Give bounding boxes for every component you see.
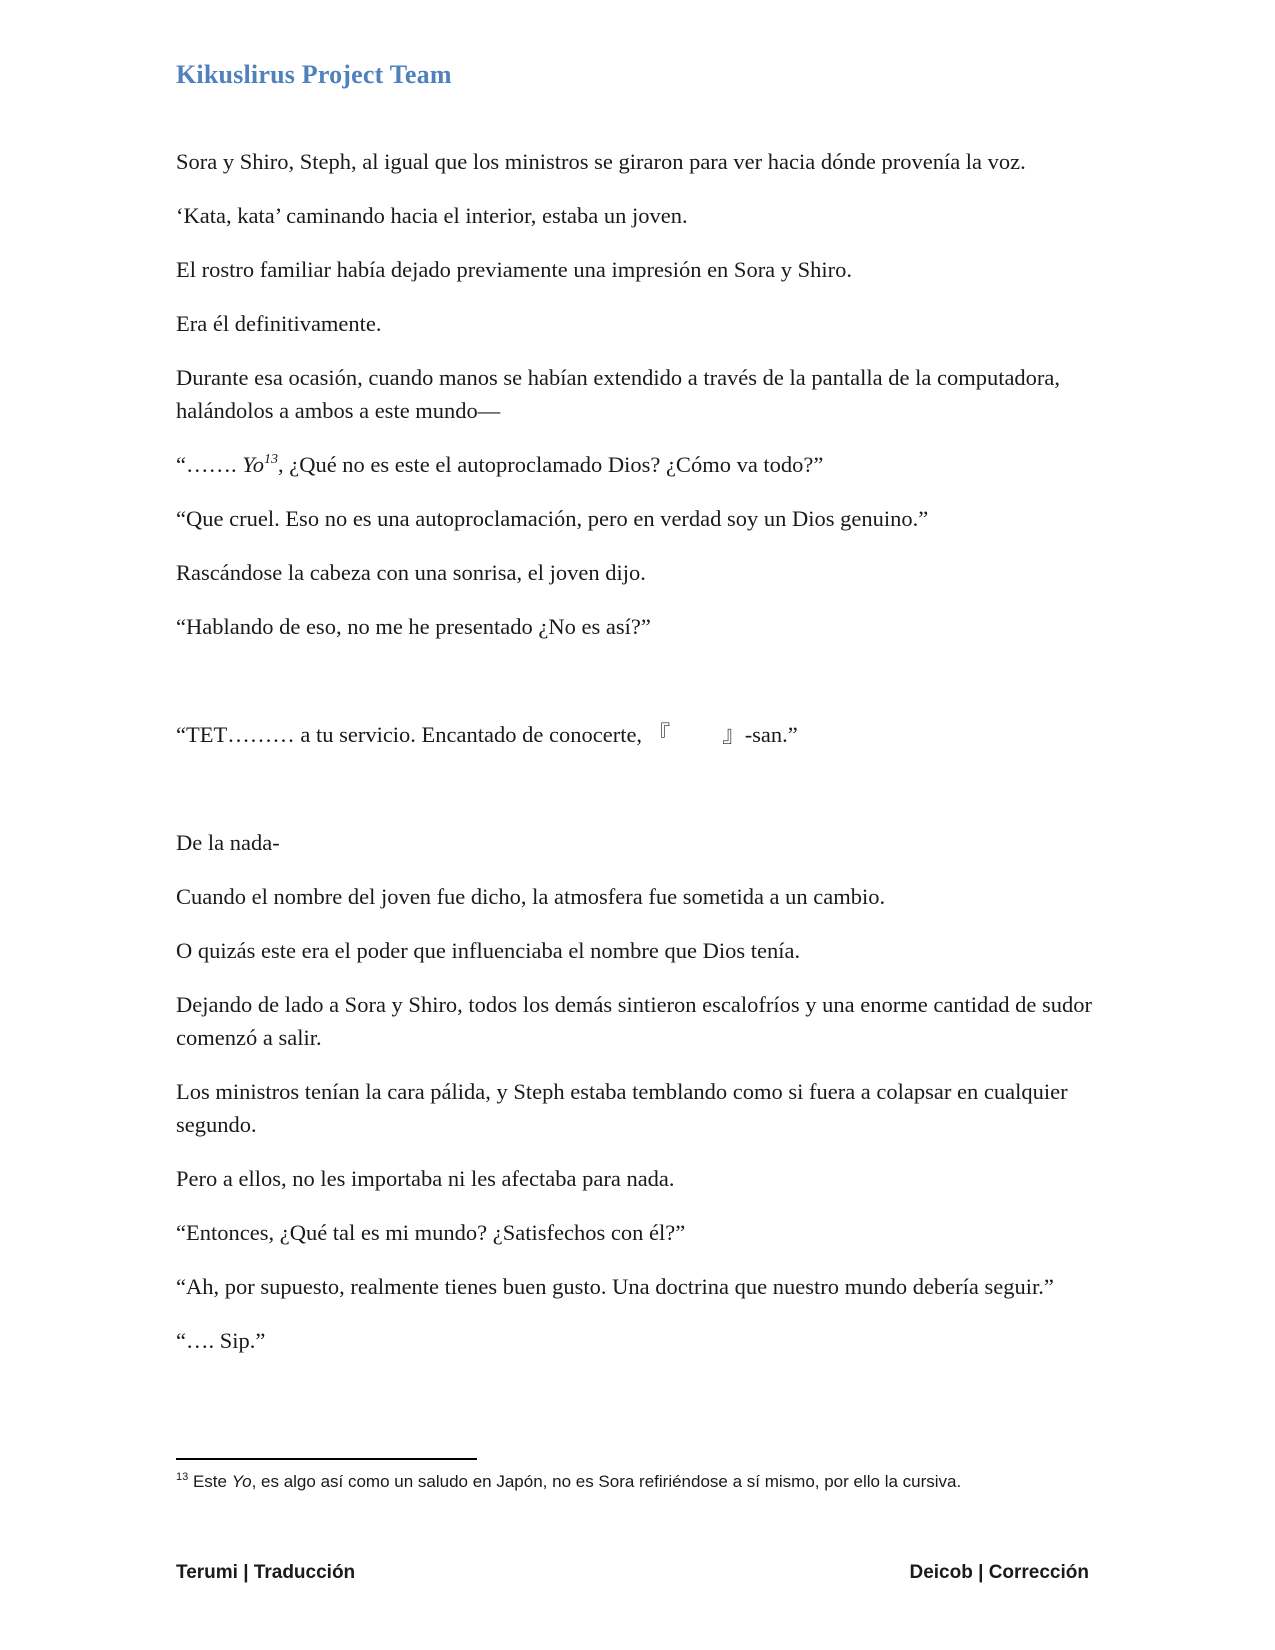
paragraph-introduction xyxy=(176,718,1101,751)
header-title: Kikuslirus Project Team xyxy=(176,60,452,89)
footer-translator: Terumi | Traducción xyxy=(176,1562,356,1583)
paragraph-text: “TET……… a tu servicio. Encantado de conocerte, 『 xyxy=(176,722,671,747)
paragraph: “Que cruel. Eso no es una autoproclamación, pero en verdad soy un Dios genuino.” xyxy=(176,506,929,531)
paragraph: Cuando el nombre del joven fue dicho, la atmosfera fue sometida a un cambio. xyxy=(176,884,886,909)
paragraph: “Ah, por supuesto, realmente tienes buen gusto. Una doctrina que nuestro mundo debería seguir.” xyxy=(176,1274,1054,1299)
paragraph: ‘Kata, kata’ caminando hacia el interior, estaba un joven. xyxy=(176,203,688,228)
paragraph: Durante esa ocasión, cuando manos se habían extendido a través de la pantalla de la computadora, halándolos a ambos a este mundo— xyxy=(176,365,1061,423)
italic-word: Yo xyxy=(242,452,264,477)
paragraph-text: , ¿Qué no es este el autoproclamado Dios? ¿Cómo va todo?” xyxy=(277,452,824,477)
paragraph: “Entonces, ¿Qué tal es mi mundo? ¿Satisfechos con él?” xyxy=(176,1220,686,1245)
footnote-text: Este xyxy=(188,1472,232,1491)
footnote-reference[interactable]: 13 xyxy=(263,452,278,467)
paragraph: Sora y Shiro, Steph, al igual que los ministros se giraron para ver hacia dónde provenía la voz. xyxy=(176,149,1026,174)
paragraph: Era él definitivamente. xyxy=(176,311,382,336)
paragraph: Los ministros tenían la cara pálida, y Steph estaba temblando como si fuera a colapsar en cualquier segundo. xyxy=(176,1079,1068,1137)
paragraph-with-footnote xyxy=(176,448,1101,481)
paragraph: “Hablando de eso, no me he presentado ¿No es así?” xyxy=(176,614,651,639)
paragraph: Dejando de lado a Sora y Shiro, todos los demás sintieron escalofríos y una enorme cantidad de sudor comenzó a salir. xyxy=(176,992,1093,1050)
paragraph: “…. Sip.” xyxy=(176,1328,266,1353)
footnote-separator xyxy=(176,1458,477,1460)
footnote-italic-word: Yo xyxy=(231,1472,252,1491)
paragraph: O quizás este era el poder que influenciaba el nombre que Dios tenía. xyxy=(176,938,801,963)
footnote-number: 13 xyxy=(176,1471,189,1483)
paragraph: De la nada- xyxy=(176,830,280,855)
footnote-text: , es algo así como un saludo en Japón, no es Sora refiriéndose a sí mismo, por ello la cursiva. xyxy=(251,1472,962,1491)
paragraph: El rostro familiar había dejado previamente una impresión en Sora y Shiro. xyxy=(176,257,853,282)
paragraph: Pero a ellos, no les importaba ni les afectaba para nada. xyxy=(176,1166,675,1191)
footer-editor: Deicob | Corrección xyxy=(909,1562,1089,1583)
paragraph: Rascándose la cabeza con una sonrisa, el joven dijo. xyxy=(176,560,646,585)
paragraph-text: 』-san.” xyxy=(722,722,798,747)
footnote xyxy=(176,1472,1176,1492)
body-text xyxy=(176,145,1101,1378)
paragraph-text: “……. xyxy=(176,452,243,477)
